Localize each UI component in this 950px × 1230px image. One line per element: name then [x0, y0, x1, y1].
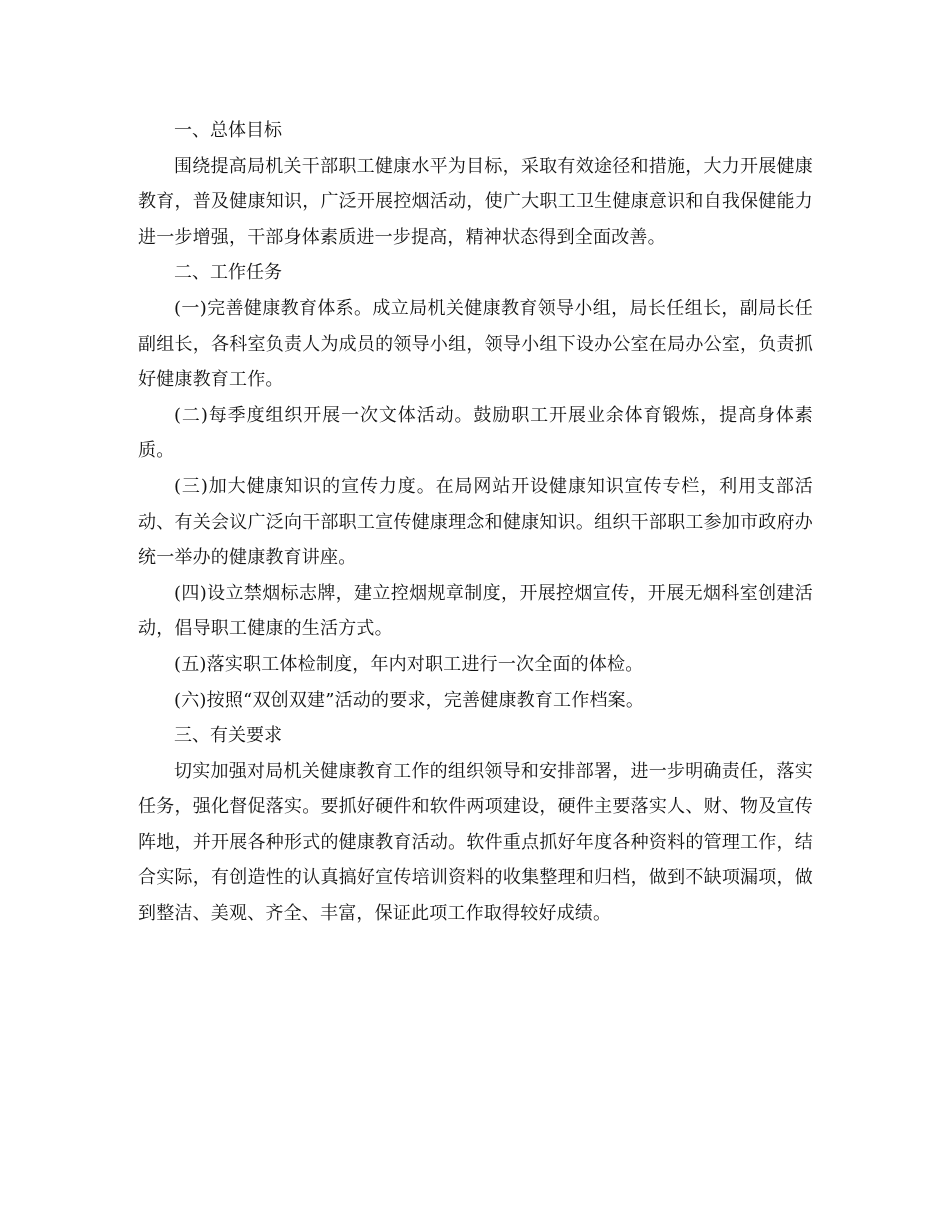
task-item-4: (四)设立禁烟标志牌，建立控烟规章制度，开展控烟宣传，开展无烟科室创建活动，倡导职工健康的生活方式。: [138, 582, 813, 640]
task-item-6: (六)按照“双创双建”活动的要求，完善健康教育工作档案。: [174, 689, 645, 711]
task-item-2: (二)每季度组织开展一次文体活动。鼓励职工开展业余体育锻炼，提高身体素质。: [138, 404, 813, 462]
task-item-1: (一)完善健康教育体系。成立局机关健康教育领导小组，局长任组长，副局长任副组长，各科室负责人为成员的领导小组，领导小组下设办公室在局办公室，负责抓好健康教育工作。: [138, 297, 813, 391]
section-heading-goals: 一、总体目标: [174, 120, 282, 141]
goals-paragraph: 围绕提高局机关干部职工健康水平为目标，采取有效途径和措施，大力开展健康教育，普及健康知识，广泛开展控烟活动，使广大职工卫生健康意识和自我保健能力进一步增强，干部身体素质进一步提高，精神状态得到全面改善。: [138, 155, 813, 248]
requirements-paragraph: 切实加强对局机关健康教育工作的组织领导和安排部署，进一步明确责任，落实任务，强化督促落实。要抓好硬件和软件两项建设，硬件主要落实人、财、物及宣传阵地，并开展各种形式的健康教育活动。软件重点抓好年度各种资料的管理工作，结合实际，有创造性的认真搞好宣传培训资料的收集整理和归档，做到不缺项漏项，做到整洁、美观、齐全、丰富，保证此项工作取得较好成绩。: [138, 760, 813, 925]
task-item-3: (三)加大健康知识的宣传力度。在局网站开设健康知识宣传专栏，利用支部活动、有关会议广泛向干部职工宣传健康理念和健康知识。组织干部职工参加市政府办统一举办的健康教育讲座。: [138, 475, 813, 569]
section-heading-requirements: 三、有关要求: [174, 725, 282, 747]
section-heading-tasks: 二、工作任务: [174, 262, 282, 284]
task-item-5: (五)落实职工体检制度，年内对职工进行一次全面的体检。: [174, 653, 644, 675]
document-body: [138, 113, 813, 932]
